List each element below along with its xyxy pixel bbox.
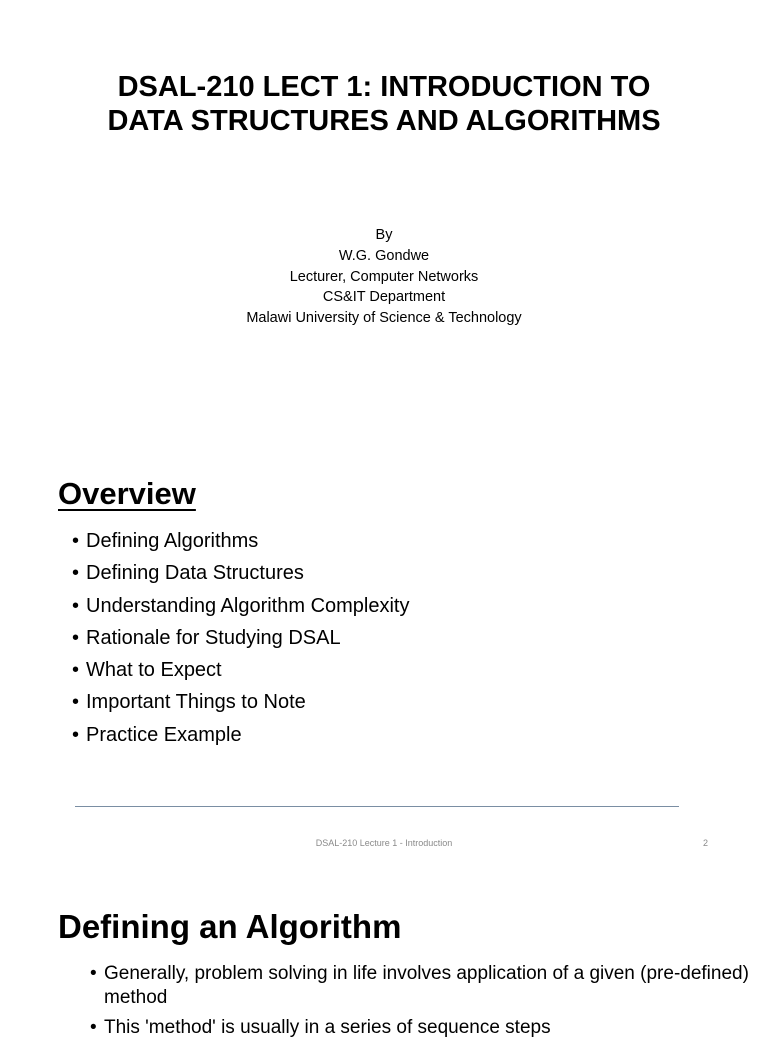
author-department: CS&IT Department [322, 289, 446, 306]
author-block [184, 225, 584, 329]
list-item-text: Defining Algorithms [86, 530, 259, 552]
list-item-text: Defining Data Structures [86, 562, 304, 585]
bullet-icon: • [72, 530, 80, 552]
footer-text: DSAL-210 Lecture 1 - Introduction [315, 838, 453, 848]
list-item [72, 622, 410, 654]
slide-title: DSAL-210 LECT 1: INTRODUCTION TO DATA STRUCTURES AND ALGORITHMS [107, 71, 661, 137]
list-item [72, 557, 410, 589]
algorithm-heading: Defining an Algorithm [58, 908, 402, 945]
list-item [90, 962, 750, 1010]
list-item-text: Important Things to Note [86, 691, 306, 714]
bullet-icon: • [72, 723, 80, 746]
bullet-icon: • [72, 562, 80, 585]
bullet-icon: • [72, 626, 80, 649]
page-number: 2 [703, 838, 709, 848]
bullet-icon: • [90, 963, 97, 984]
list-item [72, 719, 410, 751]
list-item-text: This 'method' is usually in a series of sequence steps [104, 1017, 551, 1038]
author-name: W.G. Gondwe [338, 247, 430, 264]
list-item-text: Understanding Algorithm Complexity [86, 594, 410, 617]
list-item [72, 686, 410, 718]
list-item [72, 654, 410, 686]
list-item-text: Practice Example [86, 723, 242, 746]
bullet-icon: • [72, 659, 80, 682]
overview-heading: Overview [58, 476, 196, 511]
list-item-text: What to Expect [86, 659, 222, 682]
algorithm-list [90, 962, 750, 1046]
bullet-icon: • [72, 691, 80, 714]
list-item [90, 1016, 750, 1040]
bullet-icon: • [90, 1017, 97, 1038]
overview-list [72, 525, 410, 751]
list-item-text: Rationale for Studying DSAL [86, 626, 341, 649]
list-item-text: Generally, problem solving in life involves application of a given (pre-defined) method [104, 963, 749, 1008]
footer-divider [75, 806, 679, 807]
list-item [72, 525, 410, 557]
author-by-line: By [375, 227, 393, 243]
bullet-icon: • [72, 594, 80, 617]
list-item [72, 590, 410, 622]
author-position: Lecturer, Computer Networks [289, 268, 479, 285]
author-institution: Malawi University of Science & Technology [246, 310, 522, 327]
